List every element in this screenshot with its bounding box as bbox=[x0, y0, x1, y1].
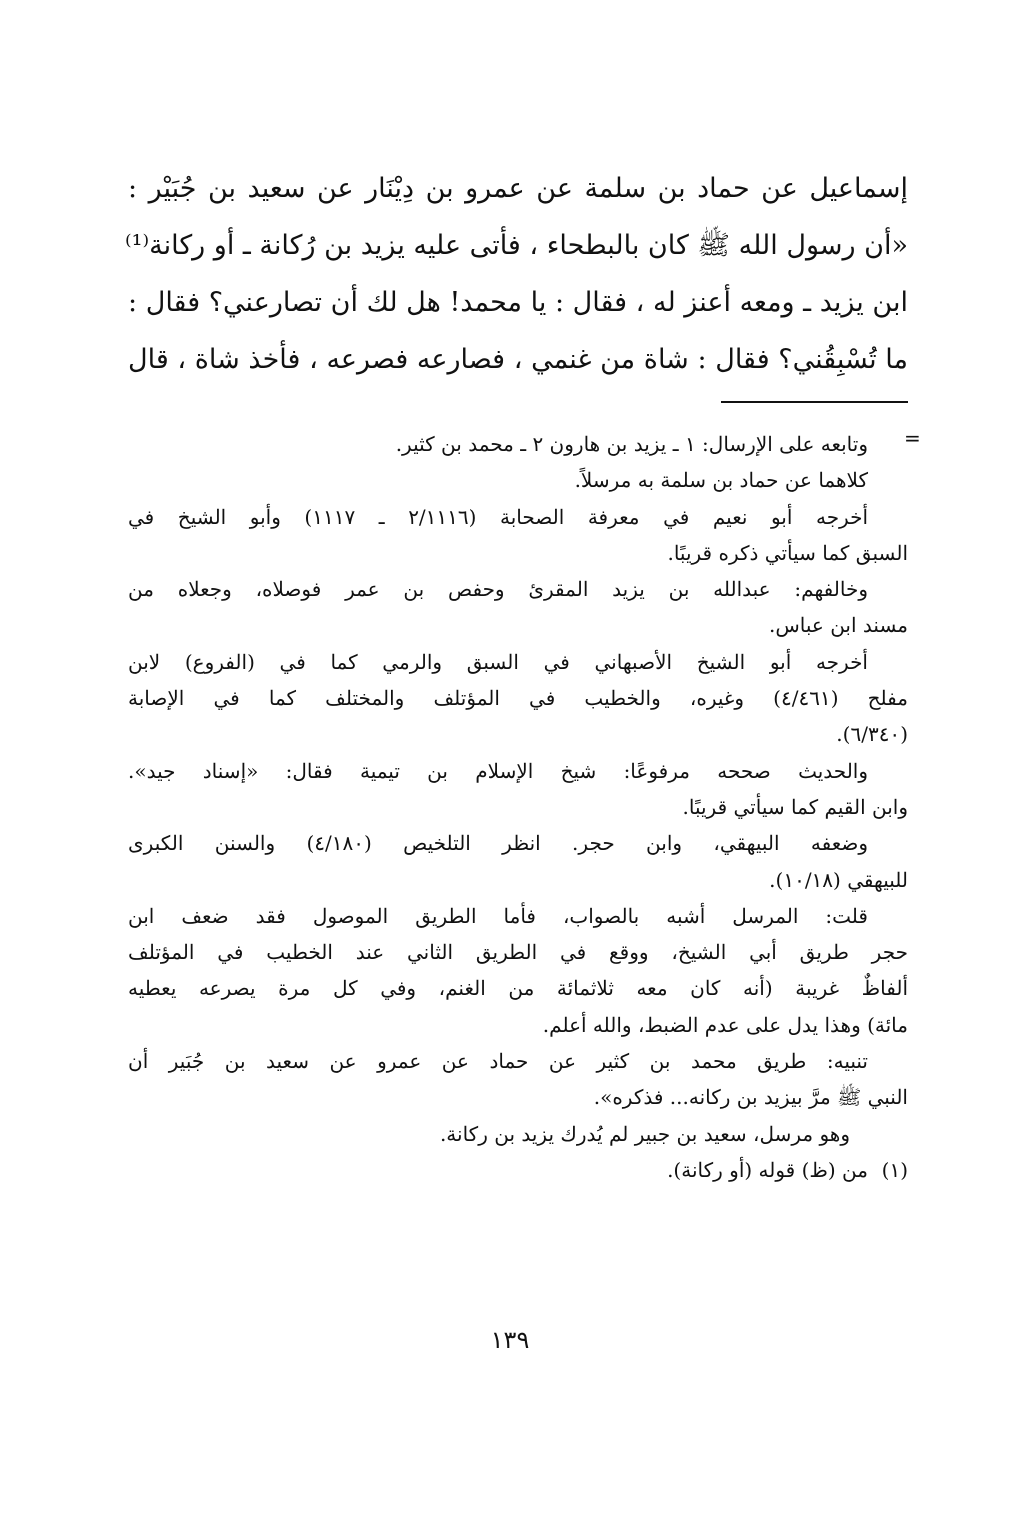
footnote-line: للبيهقي (١٠/١٨). bbox=[769, 867, 908, 892]
footnote-line: قلت: المرسل أشبه بالصواب، فأما الطريق الموصول فقد ضعف ابن bbox=[128, 903, 868, 928]
footnote-number: (١) bbox=[881, 1157, 908, 1182]
footnote-line: وضعفه البيهقي، وابن حجر. انظر التلخيص (٤/١٨٠) والسنن الكبرى bbox=[128, 831, 868, 856]
footnote-line: وتابعه على الإرسال: ١ ـ يزيد بن هارون ٢ ـ محمد بن كثير. bbox=[395, 432, 868, 456]
footnote-line: مسند ابن عباس. bbox=[769, 613, 908, 638]
footnote-line: وخالفهم: عبدالله بن يزيد المقرئ وحفص بن عمر فوصلاه، وجعلاه من bbox=[128, 577, 868, 602]
main-text bbox=[125, 160, 908, 388]
continuation-mark: = bbox=[904, 426, 921, 450]
footnote-line: تنبيه: طريق محمد بن كثير عن حماد عن عمرو عن سعيد بن جُبَير أن bbox=[128, 1049, 868, 1074]
main-text-line: «أن رسول الله ﷺ كان بالبطحاء ، فأتى عليه يزيد بن رُكانة ـ أو ركانة⁽¹⁾ bbox=[125, 230, 908, 261]
footnote-paragraph bbox=[128, 462, 908, 498]
footnote-1-line bbox=[128, 1152, 908, 1188]
footnote-line: (٦/٣٤٠). bbox=[836, 722, 908, 747]
main-text-line: ابن يزيد ـ ومعه أعنز له ، فقال : يا محمد! هل لك أن تصارعني؟ فقال : bbox=[128, 287, 908, 318]
main-text-line: ما تُسْبِقُني؟ فقال : شاة من غنمي ، فصارعه فصرعه ، فأخذ شاة ، قال bbox=[128, 344, 908, 375]
footnote-line: وهو مرسل، سعيد بن جبير لم يُدرك يزيد بن ركانة. bbox=[439, 1121, 850, 1146]
footnote-line: النبي ﷺ مرَّ بيزيد بن ركانه... فذكره». bbox=[593, 1085, 908, 1110]
footnote-paragraph bbox=[128, 825, 908, 898]
footnote-text: من (ظ) قوله (أو ركانة). bbox=[667, 1157, 868, 1182]
footnote-paragraph bbox=[128, 499, 908, 572]
footnote-paragraph bbox=[128, 898, 908, 1043]
footnote-paragraph bbox=[128, 644, 908, 753]
footnote-line: مفلح (٤/٤٦١) وغيره، والخطيب في المؤتلف والمختلف كما في الإصابة bbox=[128, 686, 909, 711]
main-text-line: إسماعيل عن حماد بن سلمة عن عمرو بن دِيْنَار عن سعيد بن جُبَيْر : bbox=[128, 173, 908, 204]
footnote-line: السبق كما سيأتي ذكره قريبًا. bbox=[667, 540, 908, 565]
footnote-line: كلاهما عن حماد بن سلمة به مرسلاً. bbox=[574, 468, 868, 493]
footnote-paragraph bbox=[128, 753, 908, 826]
footnote-line: وابن القيم كما سيأتي قريبًا. bbox=[682, 794, 908, 819]
footnote-line: ألفاظٌ غريبة (أنه كان معه ثلاثمائة من الغنم، وفي كل مرة يصرعه يعطيه bbox=[128, 976, 908, 1001]
footnote-paragraph bbox=[128, 1043, 908, 1116]
page-number: ١٣٩ bbox=[490, 1326, 530, 1354]
footnote-separator bbox=[721, 401, 908, 403]
footnote-line: مائة) وهذا يدل على عدم الضبط، والله أعلم. bbox=[542, 1012, 908, 1037]
footnote-paragraph bbox=[128, 426, 908, 462]
footnote-line: أخرجه أبو الشيخ الأصبهاني في السبق والرمي كما في (الفروع) لابن bbox=[128, 649, 868, 674]
footnote-paragraph bbox=[128, 1116, 908, 1152]
footnote-paragraph bbox=[128, 571, 908, 644]
footnote-line: حجر طريق أبي الشيخ، ووقع في الطريق الثاني عند الخطيب في المؤتلف bbox=[128, 940, 908, 965]
footnotes bbox=[128, 426, 908, 1188]
footnote-1 bbox=[128, 1152, 908, 1188]
footnote-line: أخرجه أبو نعيم في معرفة الصحابة (٢/١١١٦ ـ ١١١٧) وأبو الشيخ في bbox=[128, 504, 869, 529]
footnote-line: والحديث صححه مرفوعًا: شيخ الإسلام بن تيمية فقال: «إسناد جيد». bbox=[128, 758, 869, 783]
